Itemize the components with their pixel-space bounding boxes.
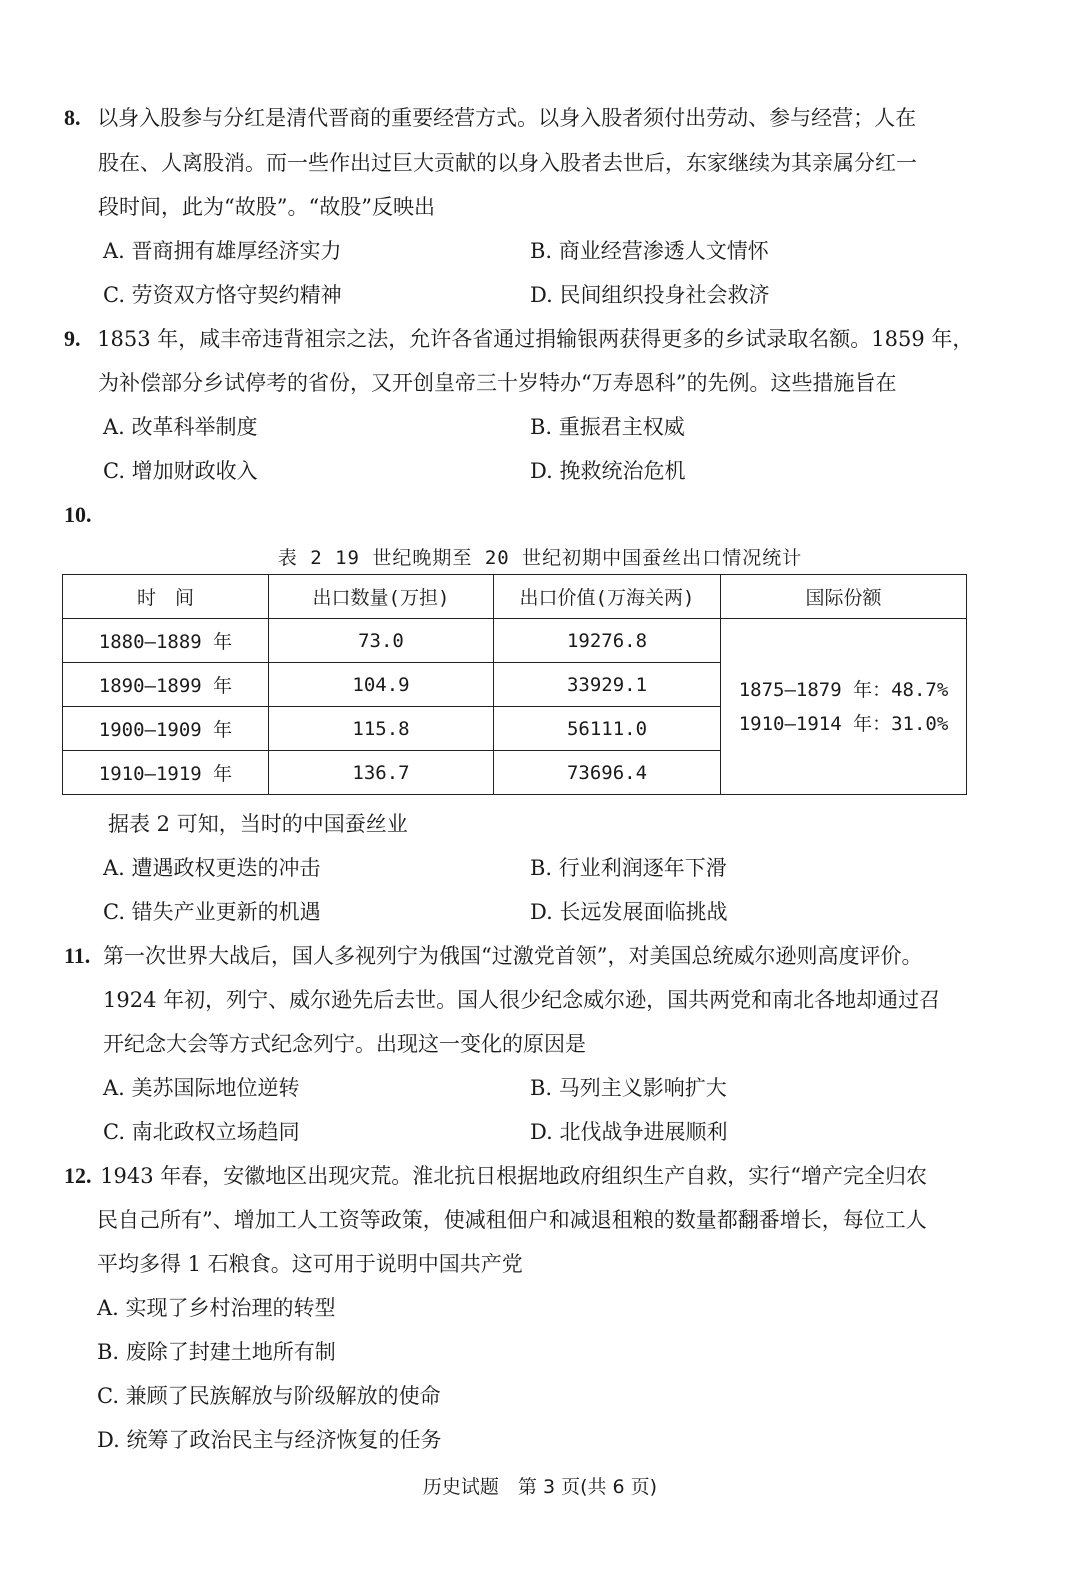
table-row (63, 619, 967, 663)
q8-stem-3: 段时间，此为“故股”。“故股”反映出 (98, 195, 435, 219)
cell-value: 56111.0 (494, 707, 721, 751)
q8-line-1 (64, 103, 916, 133)
q11-option-a: A. 美苏国际地位逆转 (103, 1076, 300, 1100)
q10-option-b: B. 行业利润逐年下滑 (530, 856, 727, 880)
q10-number (64, 500, 92, 530)
q12-option-c: C. 兼顾了民族解放与阶级解放的使命 (97, 1384, 441, 1408)
q10-option-a: A. 遭遇政权更迭的冲击 (103, 856, 321, 880)
cell-quantity: 104.9 (269, 663, 494, 707)
q10-number-text: 10. (64, 502, 92, 527)
cell-time: 1890—1899 年 (63, 663, 269, 707)
cell-time: 1900—1909 年 (63, 707, 269, 751)
q11-stem-3: 开纪念大会等方式纪念列宁。出现这一变化的原因是 (103, 1032, 586, 1056)
q12-line-1 (64, 1161, 927, 1191)
q12-stem-2: 民自己所有”、增加工人工资等政策，使减租佃户和减退租粮的数量都翻番增长，每位工人 (97, 1208, 927, 1232)
header-time: 时 间 (63, 575, 269, 619)
q8-stem-1: 以身入股参与分红是清代晋商的重要经营方式。以身入股者须付出劳动、参与经营；人在 (97, 106, 917, 130)
q9-option-c: C. 增加财政收入 (103, 459, 258, 483)
q12-option-b: B. 废除了封建土地所有制 (97, 1340, 336, 1364)
cell-value: 73696.4 (494, 751, 721, 795)
q10-option-d: D. 长远发展面临挑战 (530, 900, 728, 924)
table-header-row (63, 575, 967, 619)
q9-stem-2: 为补偿部分乡试停考的省份，又开创皇帝三十岁特办“万寿恩科”的先例。这些措施旨在 (98, 371, 897, 395)
q9-stem-1: 1853 年，咸丰帝违背祖宗之法，允许各省通过捐输银两获得更多的乡试录取名额。1859 年， (97, 327, 974, 351)
page-footer: 历史试题 第 3 页(共 6 页) (422, 1476, 658, 1498)
q9-line-1 (64, 324, 973, 354)
q9-option-a: A. 改革科举制度 (103, 415, 258, 439)
header-value: 出口价值(万海关两) (494, 575, 721, 619)
q11-number: 11. (64, 943, 91, 968)
q10-option-c: C. 错失产业更新的机遇 (103, 900, 321, 924)
q9-option-d: D. 挽救统治危机 (530, 459, 686, 483)
silk-export-table (62, 574, 967, 795)
q8-option-a: A. 晋商拥有雄厚经济实力 (103, 239, 342, 263)
table-caption: 表 2 19 世纪晚期至 20 世纪初期中国蚕丝出口情况统计 (277, 547, 803, 569)
cell-share (721, 619, 967, 795)
share-line-1: 1875—1879 年：48.7% (738, 678, 949, 701)
q11-option-d: D. 北伐战争进展顺利 (530, 1120, 728, 1144)
q9-number: 9. (64, 326, 81, 351)
header-share: 国际份额 (721, 575, 967, 619)
share-line-2: 1910—1914 年：31.0% (738, 712, 949, 735)
q8-option-c: C. 劳资双方恪守契约精神 (103, 283, 342, 307)
cell-value: 33929.1 (494, 663, 721, 707)
q12-option-a: A. 实现了乡村治理的转型 (97, 1296, 336, 1320)
q9-option-b: B. 重振君主权威 (530, 415, 685, 439)
cell-value: 19276.8 (494, 619, 721, 663)
cell-quantity: 115.8 (269, 707, 494, 751)
q11-stem-1: 第一次世界大战后，国人多视列宁为俄国“过激党首领”，对美国总统威尔逊则高度评价。 (102, 944, 923, 968)
cell-time: 1880—1889 年 (63, 619, 269, 663)
q12-stem-1: 1943 年春，安徽地区出现灾荒。淮北抗日根据地政府组织生产自救，实行“增产完全归农 (100, 1164, 928, 1188)
q11-line-1 (64, 941, 922, 971)
q12-number: 12. (64, 1163, 92, 1188)
q12-stem-3: 平均多得 1 石粮食。这可用于说明中国共产党 (97, 1252, 523, 1276)
header-quantity: 出口数量(万担) (269, 575, 494, 619)
q8-option-b: B. 商业经营渗透人文情怀 (530, 239, 769, 263)
q11-option-c: C. 南北政权立场趋同 (103, 1120, 300, 1144)
q8-number: 8. (64, 105, 81, 130)
q8-stem-2: 股在、人离股消。而一些作出过巨大贡献的以身入股者去世后，东家继续为其亲属分红一 (98, 151, 917, 175)
cell-quantity: 73.0 (269, 619, 494, 663)
cell-time: 1910—1919 年 (63, 751, 269, 795)
q12-option-d: D. 统筹了政治民主与经济恢复的任务 (97, 1428, 442, 1452)
q11-option-b: B. 马列主义影响扩大 (530, 1076, 727, 1100)
q8-option-d: D. 民间组织投身社会救济 (530, 283, 770, 307)
q11-stem-2: 1924 年初，列宁、威尔逊先后去世。国人很少纪念威尔逊，国共两党和南北各地却通过召 (103, 988, 941, 1012)
cell-quantity: 136.7 (269, 751, 494, 795)
q10-stem: 据表 2 可知，当时的中国蚕丝业 (108, 812, 408, 836)
